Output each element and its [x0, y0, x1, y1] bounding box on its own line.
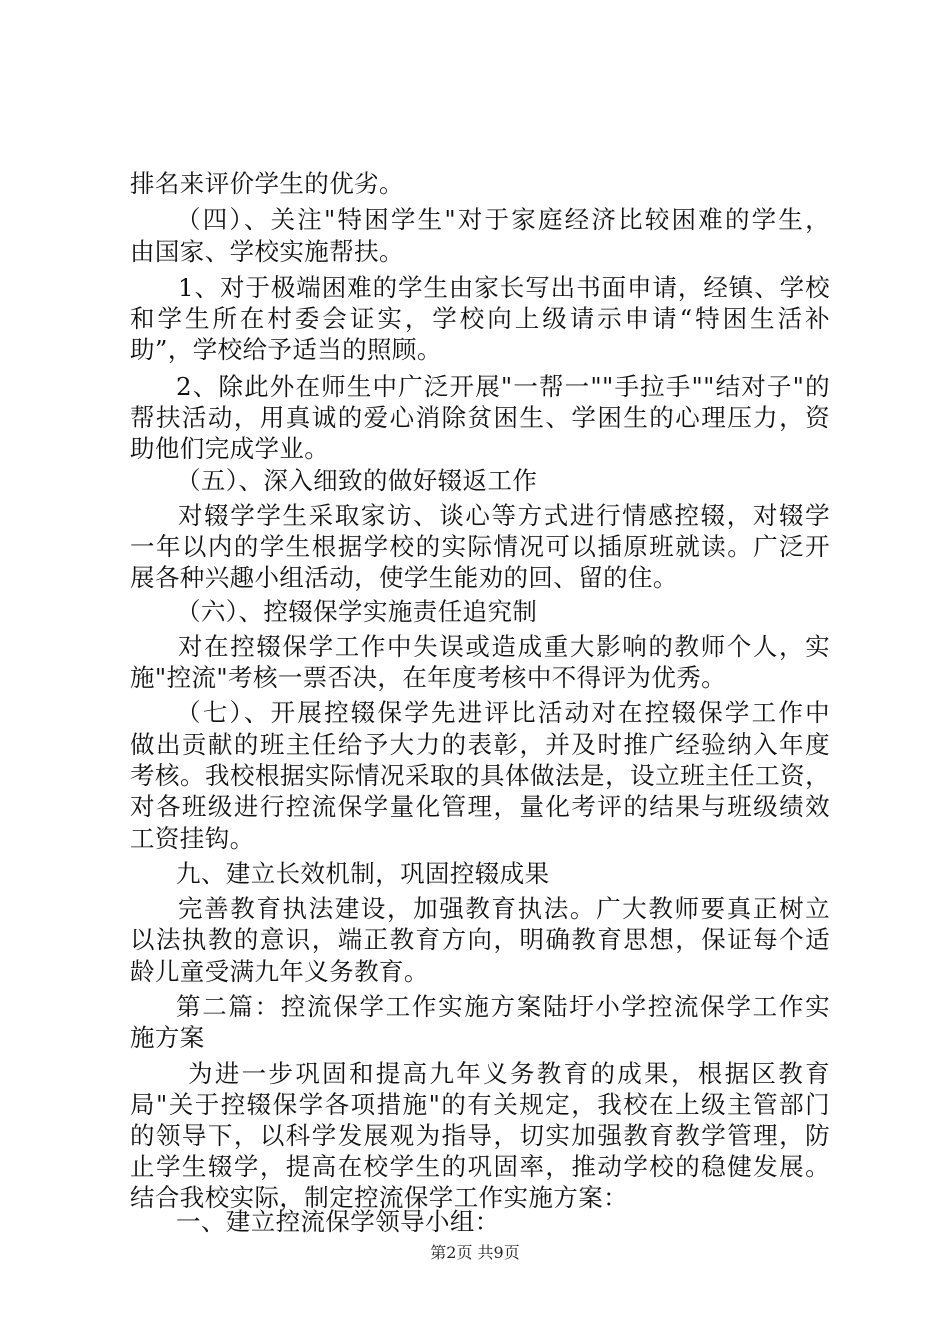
text-line: 考核。我校根据实际情况采取的具体做法是，设立班主任工资， — [130, 761, 830, 790]
text-line: 工资挂钩。 — [130, 824, 255, 853]
text-line: 由国家、学校实施帮扶。 — [130, 237, 404, 266]
text-line: 2、除此外在师生中广泛开展"一帮一""手拉手""结对子"的 — [176, 372, 830, 401]
section-heading-1: 一、建立控流保学领导小组： — [176, 1207, 500, 1236]
text-line: 对在控辍保学工作中失误或造成重大影响的教师个人，实 — [178, 632, 830, 661]
text-line: 施"控流"考核一票否决，在年度考核中不得评为优秀。 — [130, 663, 727, 692]
text-line: 帮扶活动，用真诚的爱心消除贫困生、学困生的心理压力，资 — [130, 403, 830, 432]
section-heading-7: （七）、开展控辍保学先进评比活动对在控辍保学工作中 — [176, 698, 830, 727]
text-line: 助”，学校给予适当的照顾。 — [130, 335, 442, 364]
text-line: 结合我校实际，制定控流保学工作实施方案： — [130, 1183, 628, 1212]
section-heading-9: 九、建立长效机制，巩固控辍成果 — [176, 859, 550, 888]
text-line: 对辍学学生采取家访、谈心等方式进行情感控辍，对辍学 — [178, 501, 830, 530]
text-line: 展各种兴趣小组活动，使学生能劝的回、留的住。 — [130, 563, 678, 592]
text-line: 为进一步巩固和提高九年义务教育的成果，根据区教育 — [188, 1059, 830, 1088]
text-line: 完善教育执法建设，加强教育执法。广大教师要真正树立 — [178, 894, 830, 923]
text-line: 1、对于极端困难的学生由家长写出书面申请，经镇、学校 — [178, 273, 830, 302]
text-line: 助他们完成学业。 — [130, 434, 330, 463]
chapter-heading: 第二篇：控流保学工作实施方案陆圩小学控流保学工作实 — [176, 992, 830, 1021]
text-line: 排名来评价学生的优劣。 — [130, 169, 404, 198]
text-line: 的领导下，以科学发展观为指导，切实加强教育教学管理，防 — [130, 1121, 830, 1150]
chapter-heading-continued: 施方案 — [130, 1023, 205, 1052]
section-heading-5: （五）、深入细致的做好辍返工作 — [176, 466, 538, 495]
text-line: 龄儿童受满九年义务教育。 — [130, 957, 429, 986]
page-number-footer: 第2页 共9页 — [430, 1243, 520, 1262]
text-line: 一年以内的学生根据学校的实际情况可以插原班就读。广泛开 — [130, 532, 830, 561]
text-line: 以法执教的意识，端正教育方向，明确教育思想，保证每个适 — [130, 925, 830, 954]
text-line: 和学生所在村委会证实，学校向上级请示申请“特困生活补 — [130, 304, 830, 333]
text-line: 局"关于控辍保学各项措施"的有关规定，我校在上级主管部门 — [130, 1090, 830, 1119]
section-heading-6: （六）、控辍保学实施责任追究制 — [176, 597, 538, 626]
text-line: 止学生辍学，提高在校学生的巩固率，推动学校的稳健发展。 — [130, 1152, 830, 1181]
text-line: 对各班级进行控流保学量化管理，量化考评的结果与班级绩效 — [130, 792, 830, 821]
section-heading-4: （四）、关注"特困学生"对于家庭经济比较困难的学生， — [176, 205, 830, 234]
text-line: 做出贡献的班主任给予大力的表彰，并及时推广经验纳入年度 — [130, 730, 830, 759]
